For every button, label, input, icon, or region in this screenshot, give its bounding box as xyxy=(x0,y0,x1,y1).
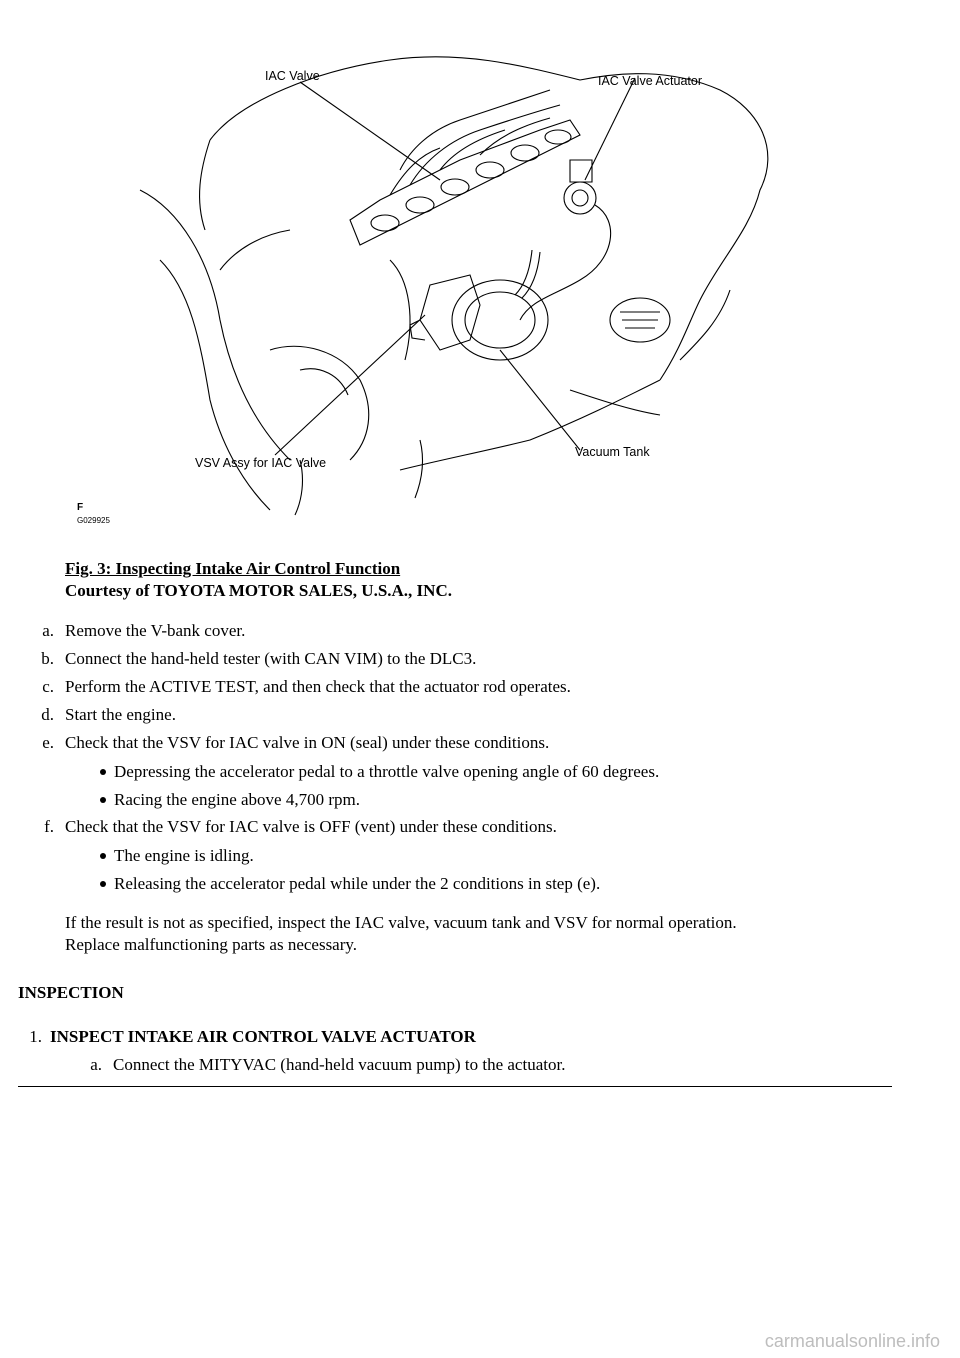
step-text: Connect the MITYVAC (hand-held vacuum pump) to the actuator. xyxy=(113,1055,566,1074)
engine-outline xyxy=(210,57,768,380)
figure-code: G029925 xyxy=(77,516,110,525)
step-marker: f. xyxy=(44,817,54,836)
bullet-text: Racing the engine above 4,700 rpm. xyxy=(114,790,360,809)
step-text: Connect the hand-held tester (with CAN VIM) to the DLC3. xyxy=(65,649,477,668)
iac-valve-actuator-body xyxy=(564,182,596,214)
step-marker: c. xyxy=(42,677,54,696)
leader-iac-valve xyxy=(300,82,440,180)
bullet-icon xyxy=(100,797,106,803)
bullet-text: The engine is idling. xyxy=(114,846,254,865)
bullet-text: Depressing the accelerator pedal to a throttle valve opening angle of 60 degrees. xyxy=(114,762,660,781)
bullet-icon xyxy=(100,769,106,775)
result-note-line-1: If the result is not as specified, inspect the IAC valve, vacuum tank and VSV for normal operation. xyxy=(65,913,737,932)
engine-diagram-drawing xyxy=(60,20,900,540)
watermark: carmanualsonline.info xyxy=(764,1331,940,1351)
bullet-text: Releasing the accelerator pedal while under the 2 conditions in step (e). xyxy=(114,874,601,893)
label-iac-valve: IAC Valve xyxy=(265,69,320,83)
label-iac-valve-actuator: IAC Valve Actuator xyxy=(598,74,702,88)
step-marker: b. xyxy=(41,649,54,668)
item-marker: 1. xyxy=(29,1027,42,1046)
engine-diagram xyxy=(60,20,900,540)
result-note-line-2: Replace malfunctioning parts as necessary. xyxy=(65,935,358,954)
step-marker: e. xyxy=(42,733,54,752)
step-text: Perform the ACTIVE TEST, and then check that the actuator rod operates. xyxy=(65,677,571,696)
step-marker: a. xyxy=(42,621,54,640)
step-text: Check that the VSV for IAC valve in ON (seal) under these conditions. xyxy=(65,733,550,752)
vacuum-hose xyxy=(520,205,611,320)
figure-caption-title: Fig. 3: Inspecting Intake Air Control Function xyxy=(65,559,401,578)
figure-code-letter: F xyxy=(77,502,84,513)
result-note xyxy=(65,912,885,956)
section-heading-inspection: INSPECTION xyxy=(18,983,124,1002)
leader-iac-valve-actuator xyxy=(585,78,635,180)
bullet-icon xyxy=(100,853,106,859)
step-text: Check that the VSV for IAC valve is OFF (vent) under these conditions. xyxy=(65,817,557,836)
leader-vacuum-tank xyxy=(500,350,580,450)
step-marker: d. xyxy=(41,705,54,724)
bullet-icon xyxy=(100,881,106,887)
figure-caption-credit: Courtesy of TOYOTA MOTOR SALES, U.S.A., INC. xyxy=(65,581,452,600)
step-text: Remove the V-bank cover. xyxy=(65,621,246,640)
step-text: Start the engine. xyxy=(65,705,176,724)
label-vacuum-tank: Vacuum Tank xyxy=(575,445,650,459)
leader-vsv-assy xyxy=(275,315,425,455)
item-title: INSPECT INTAKE AIR CONTROL VALVE ACTUATOR xyxy=(50,1027,476,1046)
page-divider xyxy=(18,1086,892,1087)
label-vsv-assy: VSV Assy for IAC Valve xyxy=(195,456,327,470)
step-marker: a. xyxy=(90,1055,102,1074)
vsv-assy-body xyxy=(420,275,480,350)
